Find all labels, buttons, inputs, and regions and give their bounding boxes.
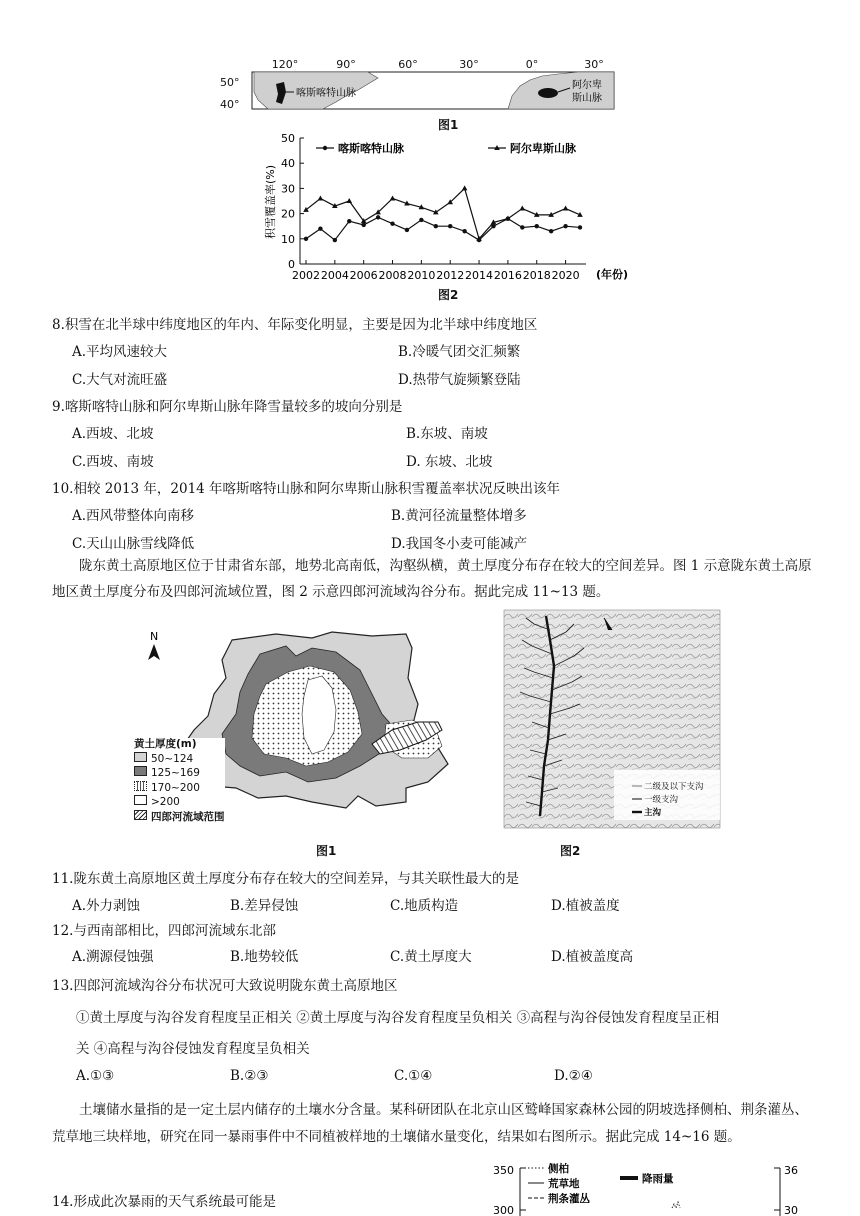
q9-option-c[interactable]: C.西坡、南坡: [72, 454, 154, 470]
soil-legend-item: 侧柏: [548, 1163, 569, 1175]
map-caption: 图1: [438, 118, 459, 132]
north-arrow-icon: [148, 644, 160, 660]
data-point: [376, 215, 380, 219]
q13-statements-line1: ①黄土厚度与沟谷发育程度呈正相关 ②黄土厚度与沟谷发育程度呈负相关 ③高程与沟谷侵蚀发育程度呈正相: [76, 1010, 720, 1026]
x-tick-label: 2014: [465, 269, 494, 282]
question-8: 8.积雪在北半球中纬度地区的年内、年际变化明显，主要是因为北半球中纬度地区: [52, 317, 538, 333]
q11-option-c[interactable]: C.地质构造: [390, 898, 459, 914]
q11-option-b[interactable]: B.差异侵蚀: [230, 898, 299, 914]
data-point: [563, 206, 569, 211]
world-map-figure: [218, 56, 618, 128]
q12-option-a[interactable]: A.溯源侵蚀强: [72, 949, 154, 965]
loess-map-caption: 图1: [316, 844, 337, 858]
question-13: 13.四郎河流域沟谷分布状况可大致说明陇东黄土高原地区: [52, 978, 398, 994]
q12-option-b[interactable]: B.地势较低: [230, 949, 299, 965]
intro-paragraph-2: 陇东黄土高原地区位于甘肃省东部，地势北高南低，沟壑纵横，黄土厚度分布存在较大的空间差异。图 1 示意陇东黄土高原地区黄土厚度分布及四郎河流域位置，图 2 示意四郎河流域沟谷分布。据此完成 11~13 题。: [52, 558, 812, 600]
longitude-label: 0°: [525, 58, 539, 71]
gully-legend-item: 一级支沟: [644, 795, 679, 805]
loess-legend: [134, 738, 225, 824]
legend-label: 喀斯喀特山脉: [338, 142, 404, 155]
question-12: 12.与西南部相比，四郎河流域东北部: [52, 923, 276, 939]
q13-statements-line2: 关 ④高程与沟谷侵蚀发育程度呈负相关: [76, 1041, 310, 1057]
x-tick-label: 2012: [436, 269, 465, 282]
longitude-label: 30°: [459, 58, 479, 71]
x-tick-label: 2004: [320, 269, 349, 282]
data-point: [520, 225, 524, 229]
x-tick-label: 2008: [378, 269, 407, 282]
x-tick-label: 2006: [349, 269, 378, 282]
snow-cover-chart: [250, 128, 670, 300]
chart-caption: 图2: [438, 288, 459, 302]
gully-distribution-figure: [504, 610, 720, 828]
q8-option-a[interactable]: A.平均风速较大: [72, 344, 168, 360]
latitude-label: 40°: [220, 98, 240, 111]
question-14: 14.形成此次暴雨的天气系统最可能是: [52, 1194, 276, 1210]
cascade-label: 喀斯喀特山脉: [296, 88, 356, 99]
soil-legend-item: 荒草地: [548, 1178, 580, 1190]
alps-label-2: 斯山脉: [572, 93, 602, 104]
data-point: [535, 224, 539, 228]
legend-item: 50~124: [134, 752, 225, 767]
legend-title: 黄土厚度(m): [134, 738, 197, 750]
data-point: [390, 195, 396, 200]
data-point: [390, 221, 394, 225]
data-point: [318, 227, 322, 231]
data-point: [318, 195, 324, 200]
longitude-label: 90°: [336, 58, 356, 71]
question-11: 11.陇东黄土高原地区黄土厚度分布存在较大的空间差异，与其关联性最大的是: [52, 871, 519, 887]
latitude-label: 50°: [220, 76, 240, 89]
y-tick-label: 0: [288, 258, 295, 271]
gully-legend-item: 主沟: [644, 808, 662, 818]
data-point: [448, 224, 452, 228]
q10-option-d[interactable]: D.我国冬小麦可能减产: [391, 536, 528, 552]
q10-option-a[interactable]: A.西风带整体向南移: [72, 508, 195, 524]
x-tick-label: 2020: [551, 269, 580, 282]
q12-option-d[interactable]: D.植被盖度高: [551, 949, 634, 965]
right-axis-tick: 30: [784, 1204, 798, 1216]
legend-item: 125~169: [134, 766, 225, 781]
data-point: [563, 224, 567, 228]
intro-paragraph-3: 土壤储水量指的是一定土层内储存的土壤水分含量。某科研团队在北京山区鹫峰国家森林公园的阴坡选择侧柏、荆条灌丛、荒草地三块样地，研究在同一暴雨事件中不同植被样地的土壤储水量变化，结果如右图所示。据此完成 14~16 题。: [52, 1102, 808, 1145]
q13-option-a[interactable]: A.①③: [76, 1068, 115, 1084]
legend-item: 170~200: [134, 781, 225, 796]
data-point: [333, 238, 337, 242]
x-axis-unit: (年份): [596, 268, 629, 281]
right-axis-tick: 36: [784, 1164, 798, 1177]
longitude-label: 60°: [398, 58, 418, 71]
legend-marker: [323, 146, 327, 150]
y-tick-label: 20: [281, 207, 295, 221]
y-tick-label: 40: [281, 157, 295, 171]
data-point: [347, 219, 351, 223]
north-label: N: [150, 630, 159, 643]
legend-item: >200: [134, 795, 225, 810]
y-tick-label: 50: [281, 132, 295, 145]
q9-option-b[interactable]: B.东坡、南坡: [406, 426, 488, 442]
legend-item: 四郎河流域范围: [134, 810, 225, 825]
q13-option-d[interactable]: D.②④: [554, 1068, 593, 1084]
data-point: [361, 223, 365, 227]
q9-option-a[interactable]: A.西坡、北坡: [72, 426, 154, 442]
x-tick-label: 2018: [522, 269, 551, 282]
question-10: 10.相较 2013 年，2014 年喀斯喀特山脉和阿尔卑斯山脉积雪覆盖率状况反映出该年: [52, 481, 561, 497]
y-axis-label: 积雪覆盖率(%): [264, 164, 277, 240]
x-tick-label: 2010: [407, 269, 436, 282]
q10-option-b[interactable]: B.黄河径流量整体增多: [391, 508, 527, 524]
longitude-label: 120°: [271, 58, 299, 71]
x-tick-label: 2016: [493, 269, 522, 282]
q11-option-a[interactable]: A.外力剥蚀: [72, 898, 141, 914]
data-point: [405, 228, 409, 232]
left-axis-tick: 350: [493, 1164, 514, 1177]
data-point: [520, 206, 526, 211]
alps-label-1: 阿尔卑: [572, 80, 602, 91]
rain-legend-label: 降雨量: [642, 1173, 674, 1185]
q13-option-b[interactable]: B.②③: [230, 1068, 269, 1084]
left-axis-tick: 300: [493, 1204, 514, 1216]
gully-figure-caption: 图2: [560, 844, 581, 858]
q8-option-d[interactable]: D.热带气旋频繁登陆: [398, 372, 521, 388]
data-point: [346, 198, 352, 203]
y-tick-label: 30: [281, 182, 295, 196]
q8-option-b[interactable]: B.冷暖气团交汇频繁: [398, 344, 521, 360]
soil-legend-item: 荆条灌丛: [548, 1193, 590, 1205]
question-9: 9.喀斯喀特山脉和阿尔卑斯山脉年降雪量较多的坡向分别是: [52, 399, 403, 415]
q9-option-d[interactable]: D. 东坡、北坡: [406, 454, 493, 470]
data-point: [462, 229, 466, 233]
gully-legend-item: 二级及以下支沟: [644, 782, 704, 792]
y-tick-label: 10: [281, 232, 295, 246]
data-point: [549, 229, 553, 233]
data-point: [578, 225, 582, 229]
alps-range-mark: [538, 88, 558, 98]
q10-option-c[interactable]: C.天山山脉雪线降低: [72, 536, 195, 552]
longitude-label: 30°: [584, 58, 604, 71]
q12-option-c[interactable]: C.黄土厚度大: [390, 949, 472, 965]
data-point: [434, 224, 438, 228]
series-line: [306, 188, 580, 238]
data-point: [419, 218, 423, 222]
q11-option-d[interactable]: D.植被盖度: [551, 898, 620, 914]
data-point: [304, 237, 308, 241]
q13-option-c[interactable]: C.①④: [394, 1068, 433, 1084]
data-point: [462, 185, 468, 190]
q8-option-c[interactable]: C.大气对流旺盛: [72, 372, 168, 388]
x-tick-label: 2002: [292, 269, 320, 282]
legend-label: 阿尔卑斯山脉: [510, 142, 576, 155]
soil-water-chart: [493, 1158, 816, 1216]
